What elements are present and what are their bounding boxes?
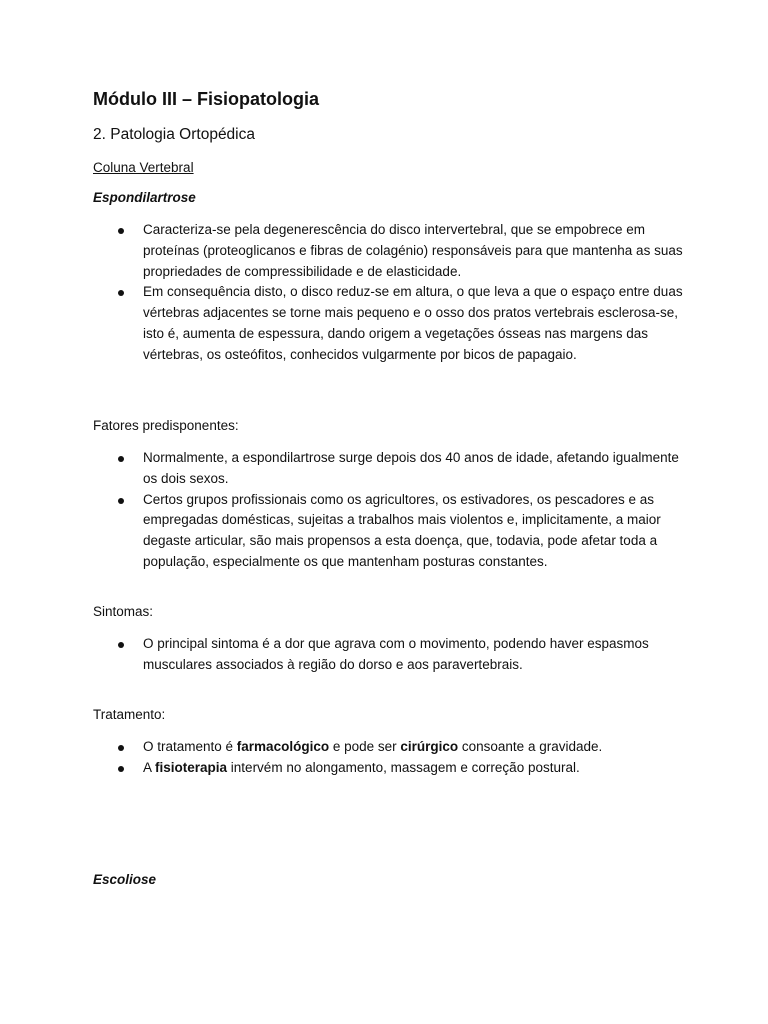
bullet-icon [118,642,124,648]
section-heading: 2. Patologia Ortopédica [93,126,255,143]
fatores-heading: Fatores predisponentes: [93,418,239,433]
espondilartrose-list [93,220,683,366]
sintomas-heading: Sintomas: [93,604,154,619]
bullet-icon [118,498,124,504]
bullet-icon [118,456,124,462]
list-item-text-bold: fisioterapia [155,759,228,775]
list-item-text-mid: e pode ser [329,739,401,754]
list-item-text: Caracteriza-se pela degenerescência do disco intervertebral, que se empobrece em proteínas (proteoglicanos e fibras de colagénio) responsáveis para que mantenha as suas propriedades de compressibilidade e de elasticidade. [143,222,683,279]
document-title: Módulo III – Fisiopatologia [93,89,319,109]
list-item [93,758,683,779]
subsection-heading: Coluna Vertebral [93,160,194,175]
list-item-text: Certos grupos profissionais como os agricultores, os estivadores, os pescadores e as empregadas domésticas, sujeitas a trabalhos mais violentos e, implicitamente, a maior degaste articular, são mais propensos a esta doença, que, todavia, pode afetar toda a população, especialmente os que mantenham posturas constantes. [143,491,661,569]
list-item [93,220,683,282]
list-item [93,490,683,573]
list-item-text: Em consequência disto, o disco reduz-se em altura, o que leva a que o espaço entre duas vértebras adjacentes se torne mais pequeno e o osso dos pratos vertebrais esclerosa-se, isto é, aumenta de espessura, dando origem a vegetações ósseas nas margens das vértebras, os osteófitos, conhecidos vulgarmente por bicos de papagaio. [143,284,683,362]
fatores-list [93,448,683,573]
list-item-text-post: consoante a gravidade. [458,739,603,754]
bullet-icon [118,766,124,772]
bullet-icon [118,228,124,234]
list-item-text-bold: cirúrgico [400,739,459,754]
list-item-text: O principal sintoma é a dor que agrava com o movimento, podendo haver espasmos musculares associados à região do dorso e aos paravertebrais. [143,636,649,672]
topic-heading-espondilartrose: Espondilartrose [93,190,196,205]
list-item [93,737,683,758]
list-item-text-pre: A [143,759,156,775]
list-item [93,448,683,490]
list-item [93,282,683,365]
tratamento-list [93,737,683,779]
bullet-icon [118,745,124,751]
bullet-icon [118,290,124,296]
sintomas-list [93,634,683,676]
list-item-text: Normalmente, a espondilartrose surge depois dos 40 anos de idade, afetando igualmente os dois sexos. [143,450,679,486]
list-item [93,634,683,676]
tratamento-heading: Tratamento: [93,707,166,722]
topic-heading-escoliose: Escoliose [93,872,157,887]
list-item-text-pre: O tratamento é [143,739,237,754]
list-item-text-bold: farmacológico [236,739,330,754]
list-item-text-post: intervém no alongamento, massagem e correção postural. [227,759,580,775]
